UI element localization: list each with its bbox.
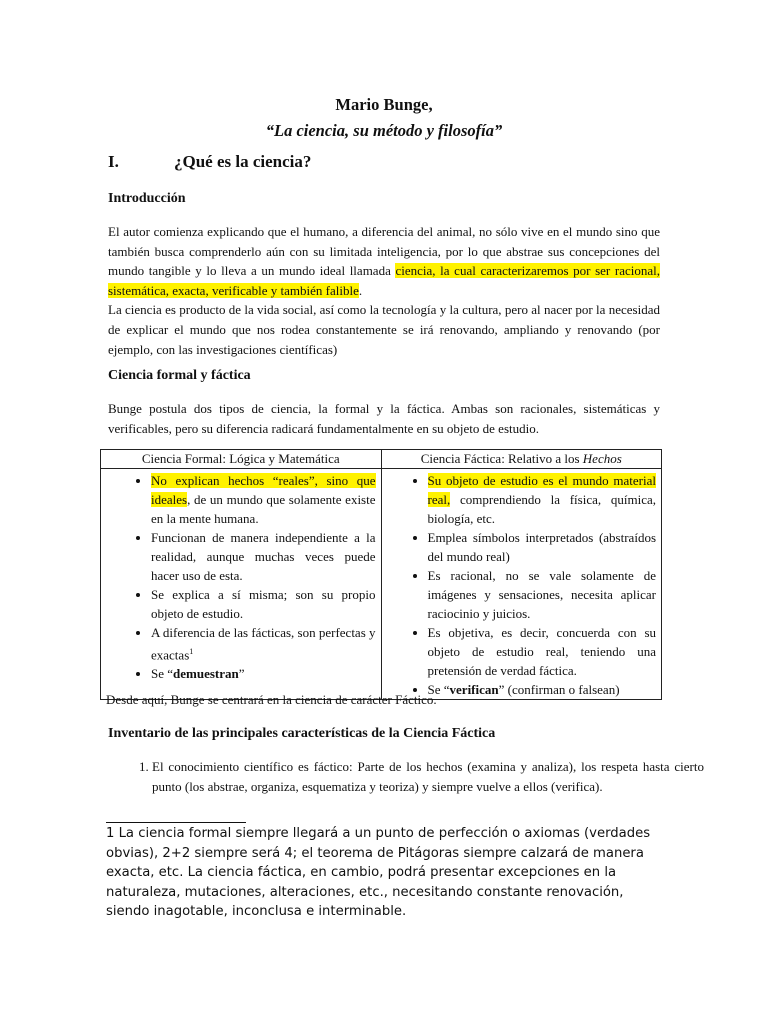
formal-factual-heading: Ciencia formal y fáctica [108, 368, 251, 383]
intro-paragraph [108, 222, 660, 359]
comparison-table [100, 449, 662, 700]
formal-column [101, 469, 382, 700]
factual-item-5-bold: verifican [449, 682, 499, 697]
table-header-factual [381, 450, 662, 469]
inventory-heading: Inventario de las principales características de la Ciencia Fáctica [108, 726, 496, 741]
intro-paragraph-2: La ciencia es producto de la vida social, así como la tecnología y la cultura, pero al nacer por la necesidad de explicar el mundo que nos rodea constantemente se irá renovando, ampliando y renovando (por ejemplo, con las investigaciones científicas) [108, 302, 660, 357]
formal-item-4-text: A diferencia de las fácticas, son perfectas y exactas [151, 625, 376, 663]
formal-item-5-bold: demuestran [173, 666, 239, 682]
list-item: • Es objetiva, es decir, concuerda con su objeto de estudio real, teniendo una pretensión de verdad fáctica. [428, 623, 657, 680]
inventory-list [108, 757, 704, 796]
list-item [151, 623, 376, 664]
section-title: ¿Qué es la ciencia? [174, 152, 312, 171]
intro-text-before: El autor comienza explicando que el humano, a diferencia del animal, no sólo vive en el mundo sino que también busca comprenderlo aún con su limitada inteligencia, por lo que abstrae sus concepciones del mundo tangible y lo lleva a un mundo ideal llamada [108, 224, 660, 279]
factual-item-5-suffix: ” (confirman o falsean) [498, 682, 620, 697]
book-title: “La ciencia, su método y filosofía” [265, 121, 503, 140]
footnote-separator [106, 822, 246, 823]
list-item [428, 471, 657, 528]
formal-factual-paragraph: Bunge postula dos tipos de ciencia, la formal y la fáctica. Ambas son racionales, sistemáticas y verificables, pero su diferencia radicará fundamentalmente en su objeto de estudio. [108, 401, 660, 436]
after-table-note: Desde aquí, Bunge se centrará en la ciencia de carácter Fáctico. [106, 692, 437, 707]
intro-highlight: ciencia, la cual caracterizaremos por ser racional, sistemática, exacta, verificable y también falible [108, 263, 661, 298]
intro-heading: Introducción [108, 191, 186, 206]
author-name: Mario Bunge, [335, 95, 433, 114]
list-item: • Funcionan de manera independiente a la realidad, aunque muchas veces puede hacer uso de esta. [151, 528, 376, 585]
footnote-ref[interactable]: 1 [189, 647, 194, 656]
factual-item-1-highlight: Su objeto de estudio es el mundo material real, [427, 473, 656, 507]
section-heading [108, 152, 311, 172]
factual-column [381, 469, 662, 700]
formal-item-1-highlight: No explican hechos “reales”, sino que ideales [151, 473, 376, 507]
header-factual-text: Ciencia Fáctica: Relativo a los [420, 451, 583, 466]
list-item: • Emplea símbolos interpretados (abstraídos del mundo real) [428, 528, 657, 566]
formal-item-5-suffix: ” [238, 666, 245, 682]
list-item: • Se explica a sí misma; son su propio objeto de estudio. [151, 585, 376, 623]
factual-item-5-prefix: Se “ [427, 682, 450, 697]
list-item: • Es racional, no se vale solamente de imágenes y sensaciones, necesita aplicar raciocinio y juicios. [428, 566, 657, 623]
list-item [151, 664, 376, 683]
list-item [151, 471, 376, 528]
footnote: 1 La ciencia formal siempre llegará a un punto de perfección o axiomas (verdades obvias), 2+2 siempre será 4; el teorema de Pitágoras siempre calzará de manera exacta, etc. La ciencia fáctica, en cambio, podrá presentar excepciones en la naturaleza, mutaciones, alteraciones, etc., necesitando constante renovación, siendo inagotable, inconclusa e interminable. [106, 826, 651, 919]
factual-item-1-text: comprendiendo la física, química, biología, etc. [427, 492, 656, 526]
formal-item-5-prefix: Se “ [151, 666, 174, 682]
formal-item-1-text: , de un mundo que solamente existe en la mente humana. [151, 492, 376, 526]
section-number: I. [108, 152, 119, 171]
list-item: 1. El conocimiento científico es fáctico: Parte de los hechos (examina y analiza), los respeta hasta cierto punto (los abstrae, organiza, esquematiza y teoriza) y siempre vuelve a ellos (verifica). [152, 757, 704, 796]
table-header-formal: Ciencia Formal: Lógica y Matemática [101, 450, 382, 469]
list-item [428, 680, 657, 699]
header-factual-italic: Hechos [582, 451, 622, 466]
title-block [0, 94, 768, 142]
intro-text-after: . [358, 282, 363, 298]
